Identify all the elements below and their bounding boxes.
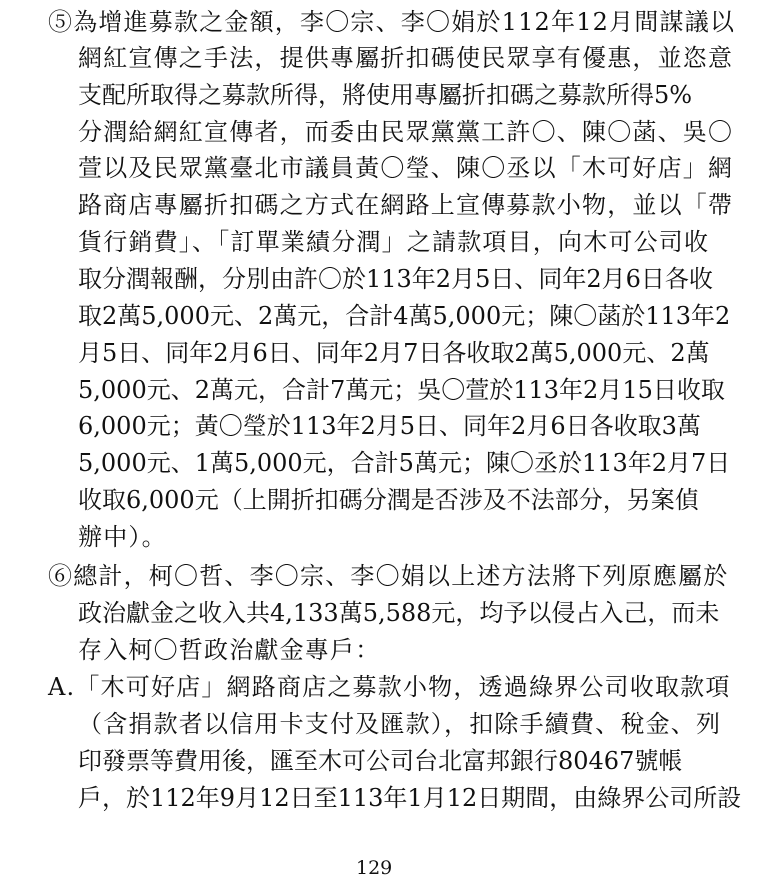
text-line-15: 辦中）。 — [78, 523, 167, 551]
text-line-2: 網紅宣傳之手法，提供專屬折扣碼使民眾享有優惠，並恣意 — [78, 44, 734, 72]
text-line-19: A.「木可好店」網路商店之募款小物，透過綠界公司收取款項 — [48, 673, 731, 701]
text-line-7: 貨行銷費」、「訂單業績分潤」之請款項目，向木可公司收 — [78, 228, 710, 256]
text-line-4: 分潤給網紅宣傳者，而委由民眾黨黨工許〇、陳〇菡、吳〇 — [78, 118, 734, 146]
text-line-14: 收取6,000元（上開折扣碼分潤是否涉及不法部分，另案偵 — [78, 486, 699, 514]
text-line-17: 政治獻金之收入共4,133萬5,588元，均予以侵占入己，而未 — [78, 599, 720, 627]
text-line-6: 路商店專屬折扣碼之方式在網路上宣傳募款小物，並以「帶 — [78, 191, 734, 219]
text-line-8: 取分潤報酬，分別由許〇於113年2月5日、同年2月6日各收 — [78, 265, 713, 293]
text-line-1: ⑤為增進募款之金額，李〇宗、李〇娟於112年12月間謀議以 — [48, 8, 736, 36]
text-line-12: 6,000元；黃〇瑩於113年2月5日、同年2月6日各收取3萬 — [78, 412, 701, 440]
page-number: 129 — [356, 857, 393, 879]
text-line-21: 印發票等費用後，匯至木可公司台北富邦銀行80467號帳 — [78, 747, 683, 775]
text-line-9: 取2萬5,000元、2萬元，合計4萬5,000元；陳〇菡於113年2 — [78, 302, 731, 330]
text-line-13: 5,000元、1萬5,000元，合計5萬元；陳〇丞於113年2月7日 — [78, 449, 731, 477]
text-line-11: 5,000元、2萬元，合計7萬元；吳〇萱於113年2月15日收取 — [78, 376, 725, 404]
text-line-3: 支配所取得之募款所得，將使用專屬折扣碼之募款所得5% — [78, 81, 693, 109]
text-line-16: ⑥總計，柯〇哲、李〇宗、李〇娟以上述方法將下列原應屬於 — [48, 562, 729, 590]
text-line-10: 月5日、同年2月6日、同年2月7日各收取2萬5,000元、2萬 — [78, 339, 710, 367]
text-line-20: （含捐款者以信用卡支付及匯款），扣除手續費、稅金、列 — [78, 710, 722, 738]
text-line-18: 存入柯〇哲政治獻金專戶： — [78, 636, 381, 664]
text-line-22: 戶，於112年9月12日至113年1月12日期間，由綠界公司所設 — [78, 784, 742, 812]
text-line-5: 萱以及民眾黨臺北市議員黃〇瑩、陳〇丞以「木可好店」網 — [78, 154, 734, 182]
